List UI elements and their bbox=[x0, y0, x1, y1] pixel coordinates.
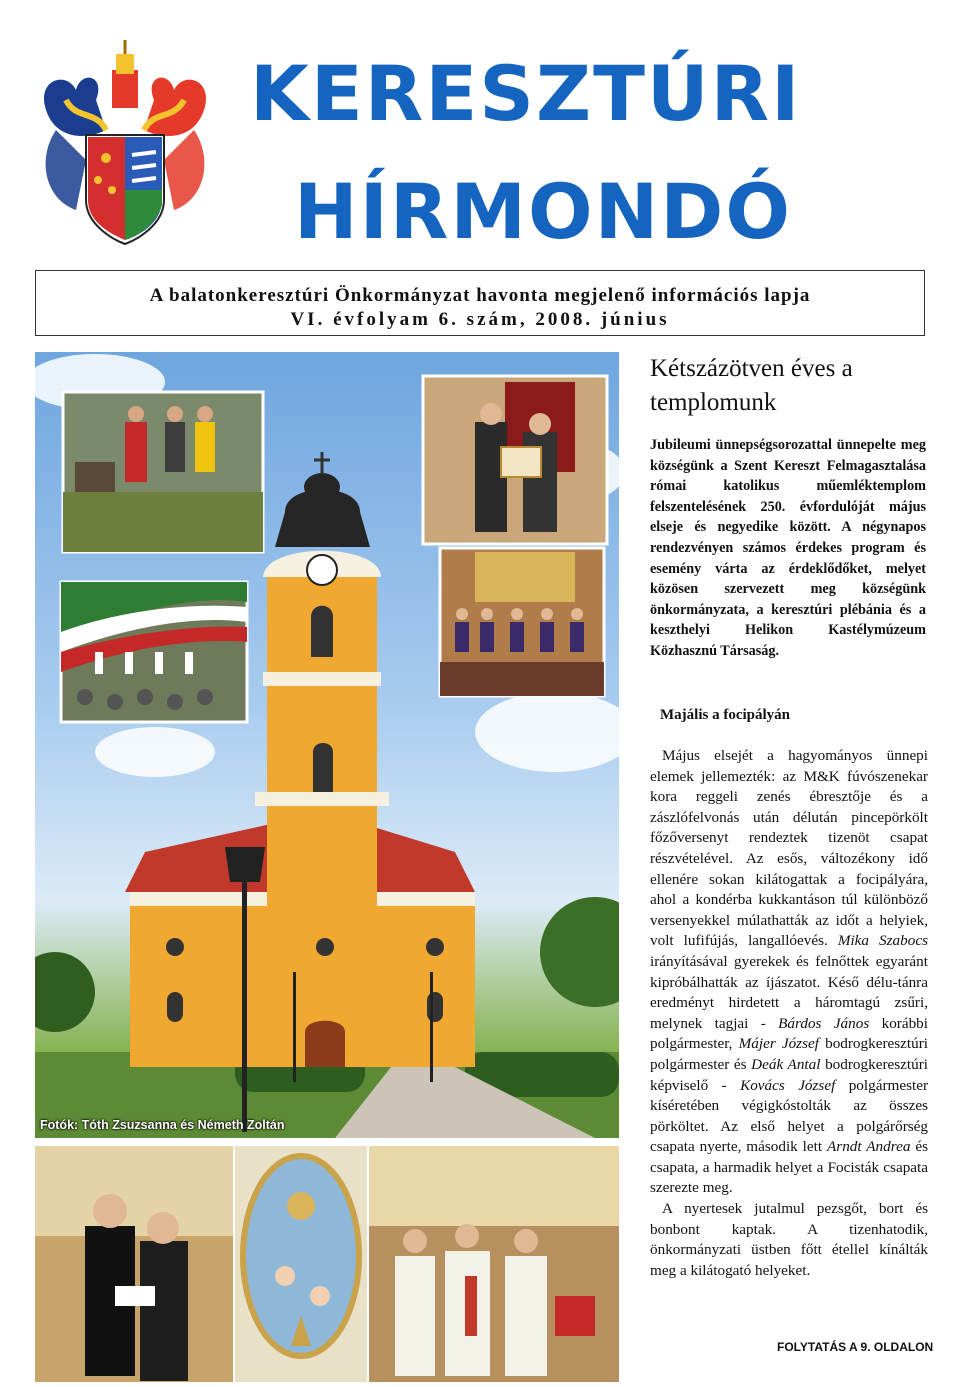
photo-collage bbox=[35, 352, 619, 1138]
photo-award-handshake bbox=[35, 1146, 233, 1382]
person-name: Mika Szabocs bbox=[837, 932, 928, 950]
publication-description: A balatonkeresztúri Önkormányzat havonta megjelenő információs lapja bbox=[149, 285, 811, 306]
person-name: Deák Antal bbox=[751, 1055, 821, 1073]
body-paragraph-2: A nyertesek jutalmul pezsgőt, bort és bonbont kaptak. A tizenhatodik, önkormányzati üstben főtt étellel kínálták meg a kilátogató helyeket. bbox=[650, 1200, 928, 1279]
person-name: Májer József bbox=[738, 1035, 819, 1053]
bottom-photo-row bbox=[35, 1146, 619, 1382]
photo-mass-priests bbox=[369, 1146, 619, 1382]
issue-info: VI. évfolyam 6. szám, 2008. június bbox=[290, 309, 670, 330]
article-body bbox=[650, 746, 928, 1281]
masthead-line-2: HÍRMONDÓ bbox=[294, 167, 792, 256]
person-name: Arndt Andrea bbox=[827, 1138, 911, 1156]
article-title: Kétszázötven éves a templomunk bbox=[650, 355, 853, 416]
person-name: Kovács József bbox=[740, 1076, 836, 1094]
coat-of-arms-logo bbox=[36, 40, 214, 246]
subtitle-box bbox=[35, 270, 925, 336]
masthead-line-1: KERESZTÚRI bbox=[250, 49, 802, 138]
photo-credit: Fotók: Tóth Zsuzsanna és Németh Zoltán bbox=[40, 1118, 285, 1132]
person-name: Bárdos János bbox=[778, 1014, 870, 1032]
continued-on-page[interactable]: FOLYTATÁS A 9. OLDALON bbox=[777, 1340, 934, 1354]
masthead-title bbox=[250, 48, 940, 258]
section-title: Majális a focipályán bbox=[660, 707, 790, 723]
article-lead: Jubileumi ünnepségsorozattal ünnepelte meg községünk a Szent Kereszt Felmagasztalása római katolikus műemléktemplom felszentelésének 250. évfordulóját május elseje és negyedike között. A négynapos rendezvényen számos érdekes program és esemény várta az érdeklődőket, melyet közösen szervezett meg községünk önkormányzata, a keresztúri plébánia és a keszthelyi Helikon Kastélymúzeum Közhasznú Társaság. bbox=[650, 437, 926, 659]
body-paragraph-1: Május elsejét a hagyományos ünnepi elemek jellemezték: az M&K fúvószenekar kora reggeli zenés ébresztője és a zászlófelvonás után délután pincepörkölt főzőversenyt rendeztek tizenöt csapat részvételével. Az esős, változékony idő ellenére sokan kilátogattak a focipályára, ahol a kondérba kukkantáson túl különböző versenyekkel múlathatták az időt a helyiek, volt lufifújás, langallóevés. Mika Szabocs irányításával gyerekek és felnőttek egyaránt kipróbálhatták az íjászatot. Késő délu-tánra eredményt hirdetett a háromtagú zsűri, melynek tagjai - Bárdos János korábbi polgármester, Májer József bodrogkeresztúri polgármester és Deák Antal bodrogkeresztúri képviselő - Kovács József polgármester kíséretében végigkóstolták az összes pörköltet. Az első helyet a polgárőrség csapata nyerte, második lett Arndt Andrea és csapata, a harmadik helyet a Focisták csapata szerezte meg. bbox=[650, 747, 929, 1197]
photo-ceiling-fresco bbox=[235, 1146, 367, 1382]
